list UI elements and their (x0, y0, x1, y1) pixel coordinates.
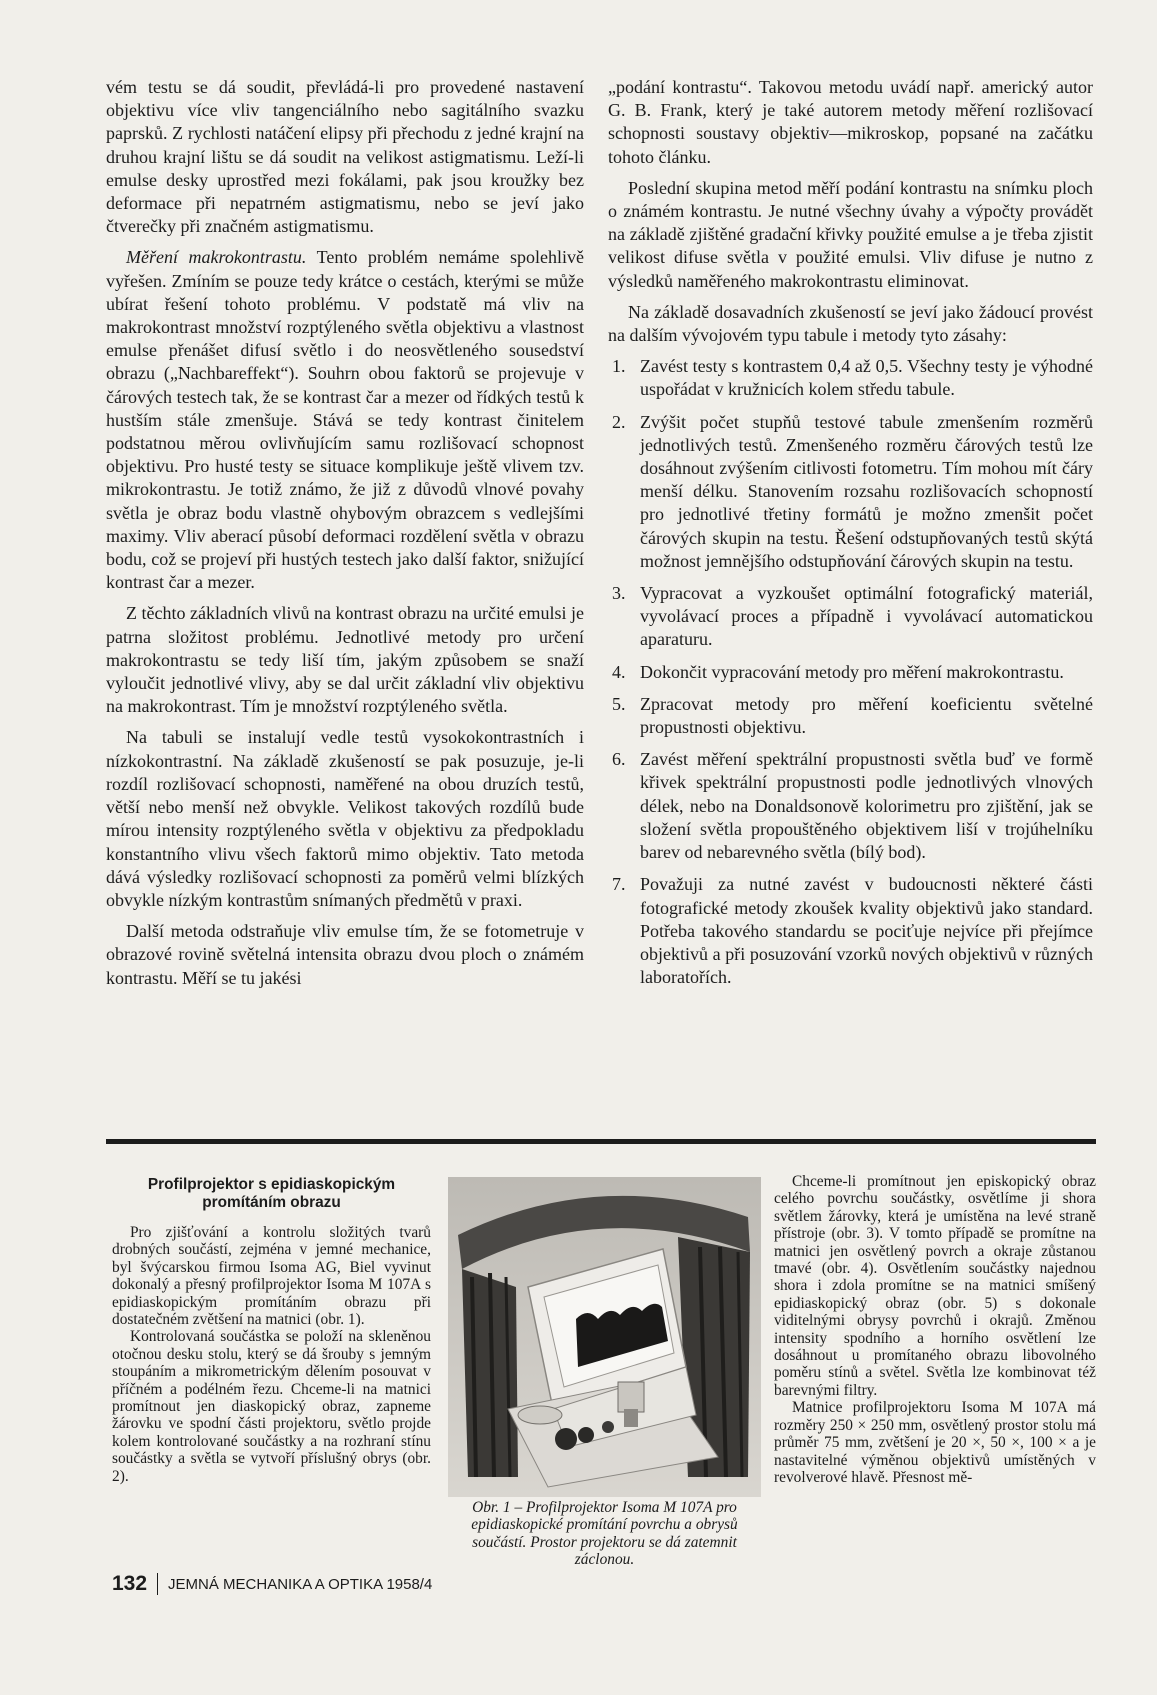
article-right-column (774, 1173, 1096, 1486)
article-left-column (112, 1176, 431, 1485)
paragraph: Na tabuli se instalují vedle testů vysokokontrastních i nízkokontrastní. Na základě zkušeností se pak posuzuje, je-li rozdíl rozlišovací schopnosti, naměřené na obou druzích testů, větší nebo menší než obvykle. Velikost takových rozdílů bude mírou intensity rozptýleného světla v objektivu za předpokladu konstantního vlivu všech faktorů mimo objektiv. Tato metoda dává výsledky rozlišovací schopnosti za poměrů velmi blízkých obvykle nízkým kontrastům snímaných předmětů v praxi. (106, 727, 584, 910)
paragraph: „podání kontrastu“. Takovou metodu uvádí např. americký autor G. B. Frank, který je také autorem metody měření rozlišovací schopnosti soustavy objektiv—mikroskop, popsané na začátku tohoto článku. (608, 77, 1093, 167)
paragraph: Poslední skupina metod měří podání kontrastu na snímku ploch o známém kontrastu. Je nutné všechny úvahy a výpočty provádět na základě zjištěné gradační křivky použité emulse a je třeba zjistit velikost difuse světla v použité emulsi. Vliv difuse je nutno z výsledků naměřeného makrokontrastu eliminovat. (608, 177, 1093, 291)
paragraph-makrokontrast (106, 246, 584, 594)
footer-divider (157, 1573, 158, 1595)
list-text: Dokončit vypracování metody pro měření makrokontrastu. (640, 661, 1064, 682)
right-column (608, 76, 1093, 998)
article-title-line: promítáním obrazu (202, 1194, 341, 1211)
list-number: 4. (612, 661, 626, 682)
left-column (106, 76, 584, 998)
list-number: 5. (612, 693, 626, 714)
figure-caption: Obr. 1 – Profilprojektor Isoma M 107A pro epidiaskopické promítání povrchu a obrysů součástí. Prostor projektoru se dá zatemnit záclonou. (471, 1499, 738, 1569)
list-number: 2. (612, 411, 626, 432)
figure-profile-projector (448, 1177, 761, 1497)
paragraph-text: Tento problém nemáme spolehlivě vyřešen. Zmíním se pouze tedy krátce o cestách, kterými se může ubírat řešení tohoto problému. V podstatě má vliv na makrokontrast množství rozptýleného světla objektivu a vlastnost emulse přenášet difusí světlo i do neosvětleného sousedství obrazu („Nachbareffekt“). Souhrn obou faktorů se projevuje v čárových testech tak, že se kontrast čar a mezer od řídkých testů k hustším stále zmenšuje. Stává se tedy kontrast činitelem podstatnou měrou ovlivňujícím samu rozlišovací schopnost objektivu. Pro husté testy se situace komplikuje ještě vlivem tzv. mikrokontrastu. Je totiž známo, že již z důvodů vlnové povahy světla je obraz bodu vlastně ohybovým obrazcem s vedlejšími maximy. Vliv aberací působí deformaci rozdělení světla v obrazu bodu, což se projeví při hustých testech jako další faktor, snižující kontrast čar a mezer. (106, 247, 584, 593)
list-text: Považuji za nutné zavést v budoucnosti některé části fotografické metody zkoušek kvality objektivů jako standard. Potřeba takového standardu se pociťuje nejvíce při přejímce objektivů a při posuzování vzorků nových objektivů v různých laboratořích. (640, 874, 1093, 988)
list-item (608, 748, 1093, 864)
page-number: 132 (112, 1572, 148, 1595)
list-text: Vypracovat a vyzkoušet optimální fotografický materiál, vyvolávací proces a případně i vyvolávací automatickou aparaturu. (640, 583, 1093, 650)
list-text: Zvýšit počet stupňů testové tabule zmenšením rozměrů jednotlivých testů. Zmenšeného rozměru čárových testů lze dosáhnout zvýšením citlivosti fotometru. Tím mohou mít čáry menší délku. Stanovením rozsahu rozlišovacích schopností pro jednotlivé třetiny formátů je možno zmenšit počet čárových skupin na testu. Řešení odstupňovaných testů skýtá možnost jemnějšího odstupňování čárových skupin na testu. (640, 411, 1093, 571)
paragraph: Kontrolovaná součástka se položí na skleněnou otočnou desku stolu, který se dá šrouby s jemným stoupáním a mikrometrickým dělením posouvat v příčném a podélném řezu. Chceme-li na matnici promítnout jen diaskopický obraz, zapneme žárovku ve spodní části projektoru, světlo projde kolem kontrolované součástky a na rozhraní stínu součástky a světla se vytvoří příslušný obrys (obr. 2). (112, 1328, 431, 1485)
list-number: 3. (612, 583, 626, 604)
list-item (608, 873, 1093, 989)
projector-photo-icon (448, 1177, 761, 1497)
paragraph: Z těchto základních vlivů na kontrast obrazu na určité emulsi je patrna složitost problému. Jednotlivé metody pro určení makrokontrastu se tedy liší tím, jakým způsobem se snaží vyloučit jednotlivé vlivy, aby se dal určit základní vliv objektivu na makrokontrast. Tím je množství rozptýleného světla. (106, 603, 584, 717)
paragraph: vém testu se dá soudit, převládá-li pro provedené nastavení objektivu více vliv tangenciálního nebo sagitálního svazku paprsků. Z rychlosti natáčení elipsy při přechodu z jedné krajní na druhou krajní lištu se dá soudit na velikost astigmatismu. Leží-li emulse desky uprostřed mezi fokálami, pak jsou kroužky bez deformace při nepatrném astigmatismu, nebo se jeví jako čtverečky při značném astigmatismu. (106, 77, 584, 237)
paragraph: Chceme-li promítnout jen episkopický obraz celého povrchu součástky, osvětlíme ji shora světlem žárovky, která je umístěna na levé straně přístroje (obr. 3). V tomto případě se promítne na matnici jen osvětlený povrch a okraje zůstanou tmavé (obr. 4). Osvětlením součástky najednou shora i zdola promítne se na matnici smíšený epidiaskopický obraz (obr. 5) s dokonale viditelnými obrysy povrchů i okrajů. Změnou intensity spodního a horního osvětlení lze dosáhnout u promítaného obrazu libovolného poměru stínů a světel. Světla lze kombinovat též barevnými filtry. (774, 1173, 1096, 1399)
list-item (608, 411, 1093, 573)
list-item (608, 355, 1093, 401)
article-title (112, 1176, 431, 1212)
italic-heading: Měření makrokontrastu. (126, 247, 307, 268)
list-text: Zpracovat metody pro měření koeficientu světelné propustnosti objektivu. (640, 693, 1093, 738)
list-number: 7. (612, 874, 626, 895)
paragraph: Pro zjišťování a kontrolu složitých tvarů drobných součástí, zejména v jemné mechanice, byl švýcarskou firmou Isoma AG, Biel vyvinut dokonalý a přesný profilprojektor Isoma M 107A s epidiaskopickým promítáním obrazu při dostatečném zvětšení na matnici (obr. 1). (112, 1224, 431, 1329)
paragraph: Matnice profilprojektoru Isoma M 107A má rozměry 250 × 250 mm, osvětlený prostor stolu má průměr 75 mm, zvětšení je 20 ×, 50 ×, 100 × a je nastavitelné výměnou objektivů umístěných v revolverové hlavě. Přesnost mě- (774, 1399, 1096, 1486)
list-text: Zavést měření spektrální propustnosti světla buď ve formě křivek spektrální propustnosti podle jednotlivých vlnových délek, nebo na Donaldsonově kolorimetru pro zjištění, jak se složení světla propouštěného objektivem liší v trojúhelníku barev od nebarevného světla (bílý bod). (640, 749, 1093, 863)
paragraph: Na základě dosavadních zkušeností se jeví jako žádoucí provést na dalším vývojovém typu tabule i metody tyto zásahy: (608, 301, 1093, 346)
list-text: Zavést testy s kontrastem 0,4 až 0,5. Všechny testy je výhodné uspořádat v kružnicích kolem středu tabule. (640, 356, 1093, 400)
list-item (608, 693, 1093, 739)
journal-name: JEMNÁ MECHANIKA A OPTIKA 1958/4 (168, 1575, 433, 1593)
steps-list (608, 355, 1093, 989)
list-number: 6. (612, 749, 626, 770)
list-number: 1. (612, 356, 626, 377)
paragraph: Další metoda odstraňuje vliv emulse tím, že se fotometruje v obrazové rovině světelná intensita obrazu dvou ploch o známém kontrastu. Měří se tu jakési (106, 921, 584, 988)
section-divider (106, 1139, 1096, 1144)
article-title-line: Profilprojektor s epidiaskopickým (147, 1176, 396, 1193)
list-item (608, 661, 1093, 684)
page-footer (112, 1573, 432, 1595)
list-item (608, 582, 1093, 652)
